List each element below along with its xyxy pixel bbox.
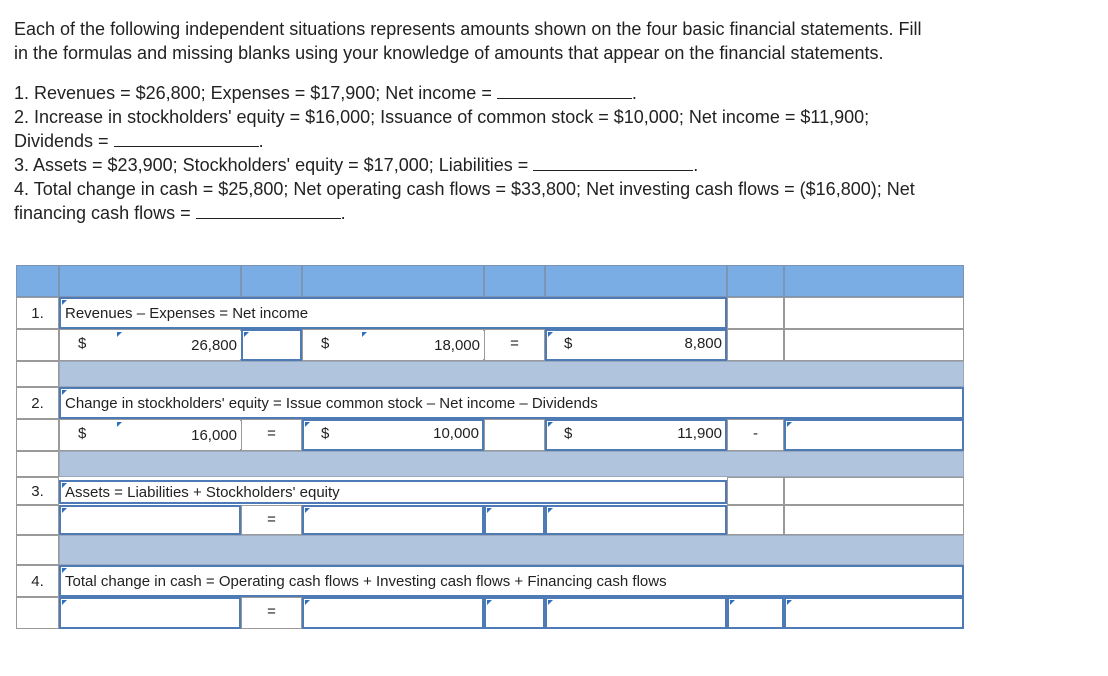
instructions-line-1: Each of the following independent situations represents amounts shown on the four basic financial statements. Fill — [14, 19, 922, 39]
answer-grid — [16, 265, 964, 629]
dollar-sign: $ — [78, 335, 87, 352]
empty-cell — [16, 451, 59, 477]
row-separator — [59, 361, 964, 387]
amount-input-1a[interactable]: 26,800 — [116, 331, 241, 359]
empty-cell — [16, 329, 59, 361]
question-3: 3. Assets = $23,900; Stockholders' equity = $17,000; Liabilities = . — [14, 155, 699, 175]
amount-input-4b[interactable] — [302, 597, 484, 629]
blank-line — [533, 155, 693, 171]
amount-input-2d[interactable] — [784, 419, 964, 451]
operator-cell — [484, 419, 545, 451]
equals-sign: = — [267, 511, 276, 528]
empty-cell — [16, 505, 59, 535]
amount-input-2a[interactable]: 16,000 — [116, 421, 241, 449]
amount-input-4a[interactable] — [59, 597, 241, 629]
empty-cell — [16, 419, 59, 451]
amount-input-2c[interactable]: 11,900 — [677, 425, 722, 442]
empty-cell — [16, 597, 59, 629]
header-cell — [59, 265, 241, 297]
dollar-sign: $ — [321, 335, 330, 352]
empty-cell — [727, 329, 784, 361]
row-separator — [59, 535, 964, 565]
empty-cell — [16, 535, 59, 565]
header-cell — [302, 265, 484, 297]
header-cell — [545, 265, 727, 297]
equals-sign: = — [267, 603, 276, 620]
equals-sign: = — [510, 335, 519, 352]
amount-input-3b[interactable] — [302, 505, 484, 535]
formula-input-3[interactable]: Assets = Liabilities + Stockholders' equity — [59, 480, 727, 504]
dollar-sign: $ — [564, 425, 573, 442]
dollar-sign: $ — [78, 425, 87, 442]
operator-input[interactable] — [241, 329, 302, 361]
operator-input-4a[interactable] — [484, 597, 545, 629]
question-4a: 4. Total change in cash = $25,800; Net operating cash flows = $33,800; Net investing cash flows = ($16,800); Net — [14, 179, 915, 199]
formula-input-1[interactable]: Revenues – Expenses = Net income — [59, 297, 727, 329]
empty-cell — [784, 329, 964, 361]
amount-input-3a[interactable] — [59, 505, 241, 535]
dollar-sign: $ — [321, 425, 330, 442]
situation-number: 1. — [16, 297, 59, 329]
formula-input-2[interactable]: Change in stockholders' equity = Issue common stock – Net income – Dividends — [59, 387, 964, 419]
blank-line — [114, 131, 259, 147]
amount-input-4d[interactable] — [784, 597, 964, 629]
empty-cell — [784, 477, 964, 505]
question-2b: Dividends = . — [14, 131, 264, 151]
formula-input-4[interactable]: Total change in cash = Operating cash flows + Investing cash flows + Financing cash flows — [59, 565, 964, 597]
amount-input-2b[interactable]: 10,000 — [433, 425, 479, 442]
amount-input-1c[interactable]: 8,800 — [684, 335, 722, 352]
situation-number: 3. — [16, 477, 59, 505]
equals-sign: = — [267, 425, 276, 442]
question-1: 1. Revenues = $26,800; Expenses = $17,900; Net income = . — [14, 83, 637, 103]
empty-cell — [727, 505, 784, 535]
situation-number: 2. — [16, 387, 59, 419]
question-2a: 2. Increase in stockholders' equity = $16,000; Issuance of common stock = $10,000; Net income = $11,900; — [14, 107, 870, 127]
blank-line — [497, 83, 632, 99]
header-cell — [484, 265, 545, 297]
operator-input-4b[interactable] — [727, 597, 784, 629]
header-cell — [241, 265, 302, 297]
empty-cell — [784, 297, 964, 329]
header-cell — [727, 265, 784, 297]
dollar-sign: $ — [564, 335, 573, 352]
situation-number: 4. — [16, 565, 59, 597]
amount-input-3c[interactable] — [545, 505, 727, 535]
minus-sign: - — [753, 425, 758, 442]
row-separator — [59, 451, 964, 477]
blank-line — [196, 203, 341, 219]
header-cell — [16, 265, 59, 297]
instructions-line-2: in the formulas and missing blanks using your knowledge of amounts that appear on the financial statements. — [14, 43, 884, 63]
amount-input-1b[interactable]: 18,000 — [361, 331, 484, 359]
question-4b: financing cash flows = . — [14, 203, 346, 223]
amount-input-4c[interactable] — [545, 597, 727, 629]
header-cell — [784, 265, 964, 297]
empty-cell — [727, 477, 784, 505]
empty-cell — [727, 297, 784, 329]
empty-cell — [784, 505, 964, 535]
operator-input-3[interactable] — [484, 505, 545, 535]
problem-instructions — [14, 17, 1094, 225]
empty-cell — [16, 361, 59, 387]
